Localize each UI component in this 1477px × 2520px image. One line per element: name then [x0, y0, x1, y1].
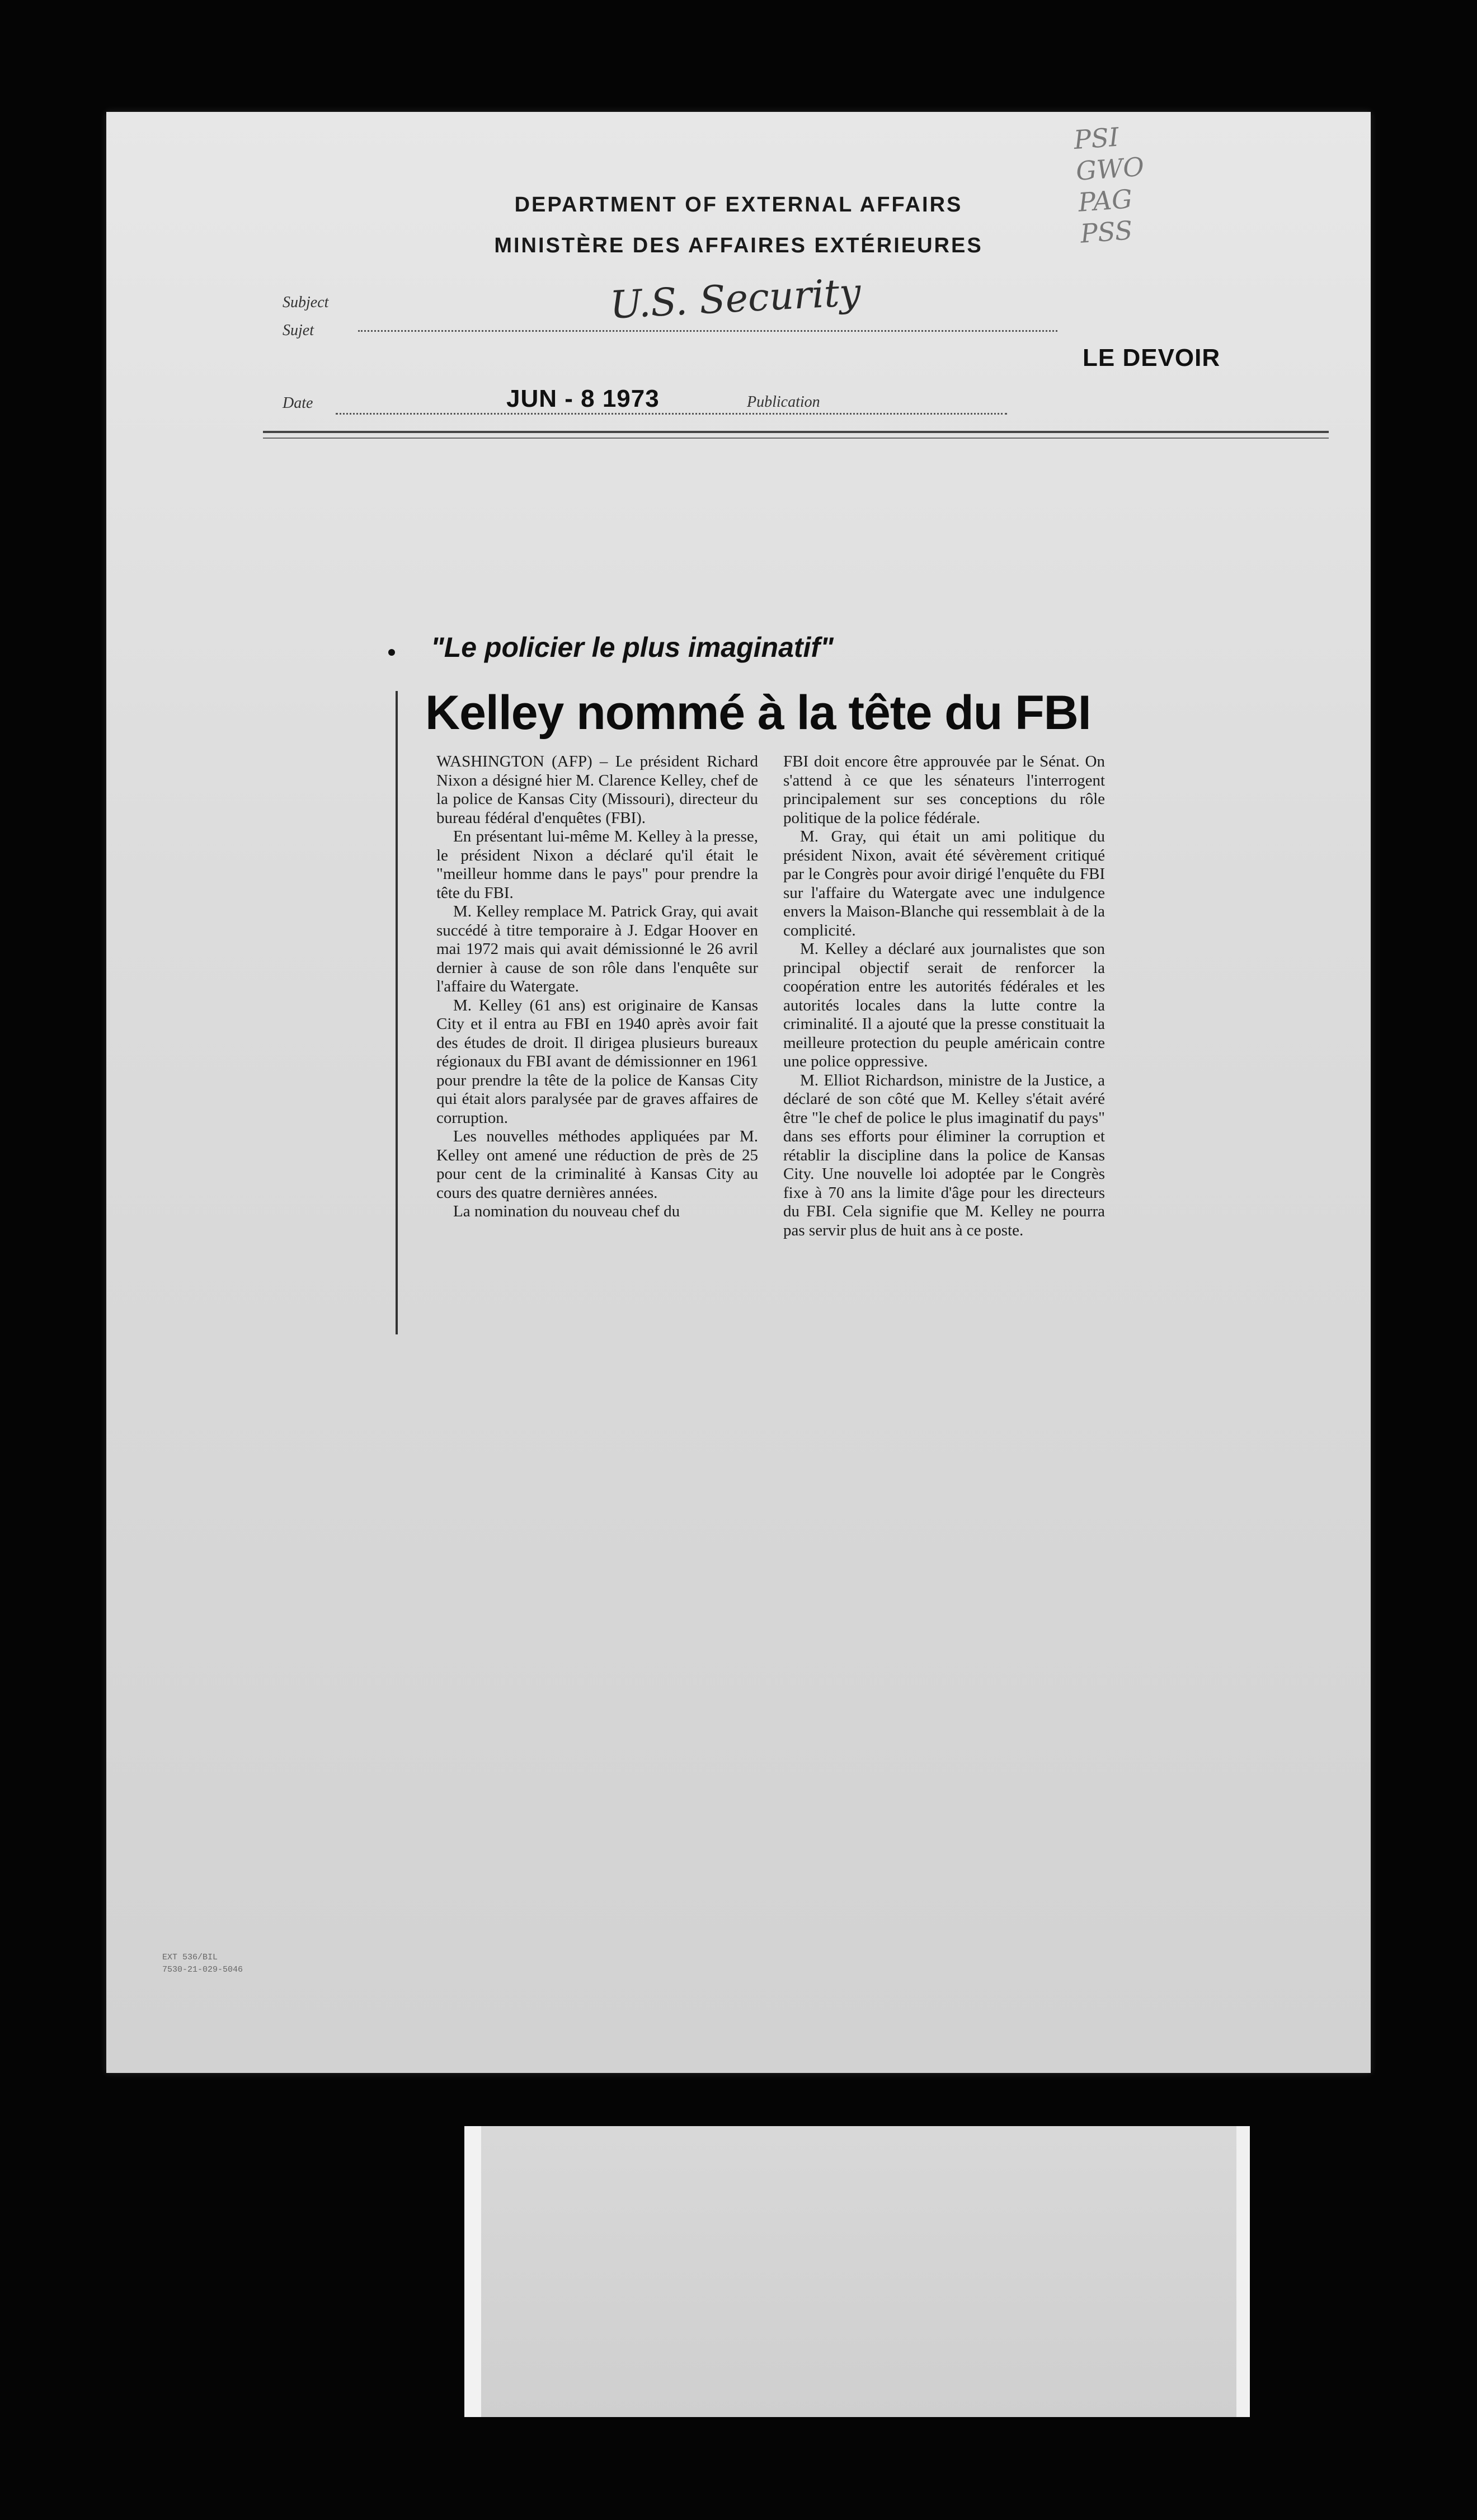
- article-headline: Kelley nommé à la tête du FBI: [425, 686, 1091, 740]
- subject-handwritten: U.S. Security: [609, 270, 862, 328]
- bullet-mark: [388, 649, 395, 656]
- date-dotted-line: [336, 413, 1007, 415]
- form-number: [162, 1952, 243, 1976]
- paragraph: M. Elliot Richardson, ministre de la Justice, a déclaré de son côté que M. Kelley s'était avéré être "le chef de police le plus imaginatif du pays" dans ses efforts pour éliminer la corruption et rétablir la discipline dans la police de Kansas City. Une nouvelle loi adoptée par le Congrès fixe à 70 ans la limite d'âge pour les directeurs du FBI. Cela signifie que M. Kelley ne pourra pas servir plus de huit ans à ce poste.: [783, 1071, 1105, 1239]
- paragraph: M. Kelley remplace M. Patrick Gray, qui avait succédé à titre temporaire à J. Edgar Hoover en mai 1972 mais qui avait démissionné le 26 avril dernier à cause de son rôle dans l'enquête sur l'affaire du Watergate.: [436, 902, 758, 995]
- blank-card: [464, 2126, 1250, 2417]
- paragraph: En présentant lui-même M. Kelley à la presse, le président Nixon a déclaré qu'il était le "meilleur homme dans le pays" pour prendre la tête du FBI.: [436, 828, 758, 902]
- clipping-edge-line: [396, 691, 398, 1334]
- paragraph: La nomination du nouveau chef du: [453, 1202, 680, 1220]
- initial-pss: PSS: [1079, 215, 1133, 249]
- initial-pag: PAG: [1077, 184, 1133, 218]
- form-number-line-1: EXT 536/BIL: [162, 1953, 218, 1962]
- header-rule-bottom: [263, 438, 1329, 439]
- paragraph: M. Gray, qui était un ami politique du président Nixon, avait été sévèrement critiqué par le Congrès pour avoir dirigé l'enquête du FBI sur l'affaire du Watergate avec une indulgence envers la Maison-Blanche qui ressemblait à de la complicité.: [783, 828, 1105, 939]
- paragraph: M. Kelley a déclaré aux journalistes que son principal objectif serait de renforcer la coopération entre les autorités fédérales et les autorités locales dans la lutte contre la criminalité. Il a ajouté que la presse constituait la meilleure protection du peuple américain contre une police oppressive.: [783, 940, 1105, 1070]
- header-rule-top: [263, 431, 1329, 433]
- form-number-line-2: 7530-21-029-5046: [162, 1965, 243, 1974]
- article-column-left: [436, 753, 758, 1221]
- department-name-english: DEPARTMENT OF EXTERNAL AFFAIRS: [514, 193, 963, 217]
- department-name-french: MINISTÈRE DES AFFAIRES EXTÉRIEURES: [494, 234, 983, 257]
- date-stamp: JUN - 8 1973: [506, 385, 660, 412]
- sujet-label: Sujet: [283, 322, 314, 339]
- date-label: Date: [283, 394, 313, 412]
- publication-stamp: LE DEVOIR: [1083, 344, 1221, 372]
- article-column-right: [783, 753, 1105, 1240]
- handwritten-initials: [1073, 116, 1193, 249]
- subject-label: Subject: [283, 294, 329, 311]
- paragraph: M. Kelley (61 ans) est originaire de Kansas City et il entra au FBI en 1940 après avoir fait des études de droit. Il dirigea plusieurs bureaux régionaux du FBI avant de démissionner en 1961 pour prendre la tête de la police de Kansas City qui était alors paralysée par de graves affaires de corruption.: [436, 996, 758, 1127]
- initial-gwo: GWO: [1075, 151, 1145, 186]
- paragraph: WASHINGTON (AFP) – Le président Richard Nixon a désigné hier M. Clarence Kelley, chef de la police de Kansas City (Missouri), directeur du bureau fédéral d'enquêtes (FBI).: [436, 753, 758, 827]
- paragraph: FBI doit encore être approuvée par le Sénat. On s'attend à ce que les sénateurs l'interrogent principalement sur ses conceptions du rôle politique de la police fédérale.: [783, 753, 1105, 827]
- article-kicker: "Le policier le plus imaginatif": [431, 632, 834, 663]
- publication-label: Publication: [747, 393, 820, 411]
- paragraph: Les nouvelles méthodes appliquées par M. Kelley ont amené une réduction de près de 25 pour cent de la criminalité à Kansas City au cours des quatre dernières années.: [436, 1127, 758, 1202]
- subject-dotted-line: [358, 330, 1057, 332]
- initial-psi: PSI: [1073, 121, 1120, 156]
